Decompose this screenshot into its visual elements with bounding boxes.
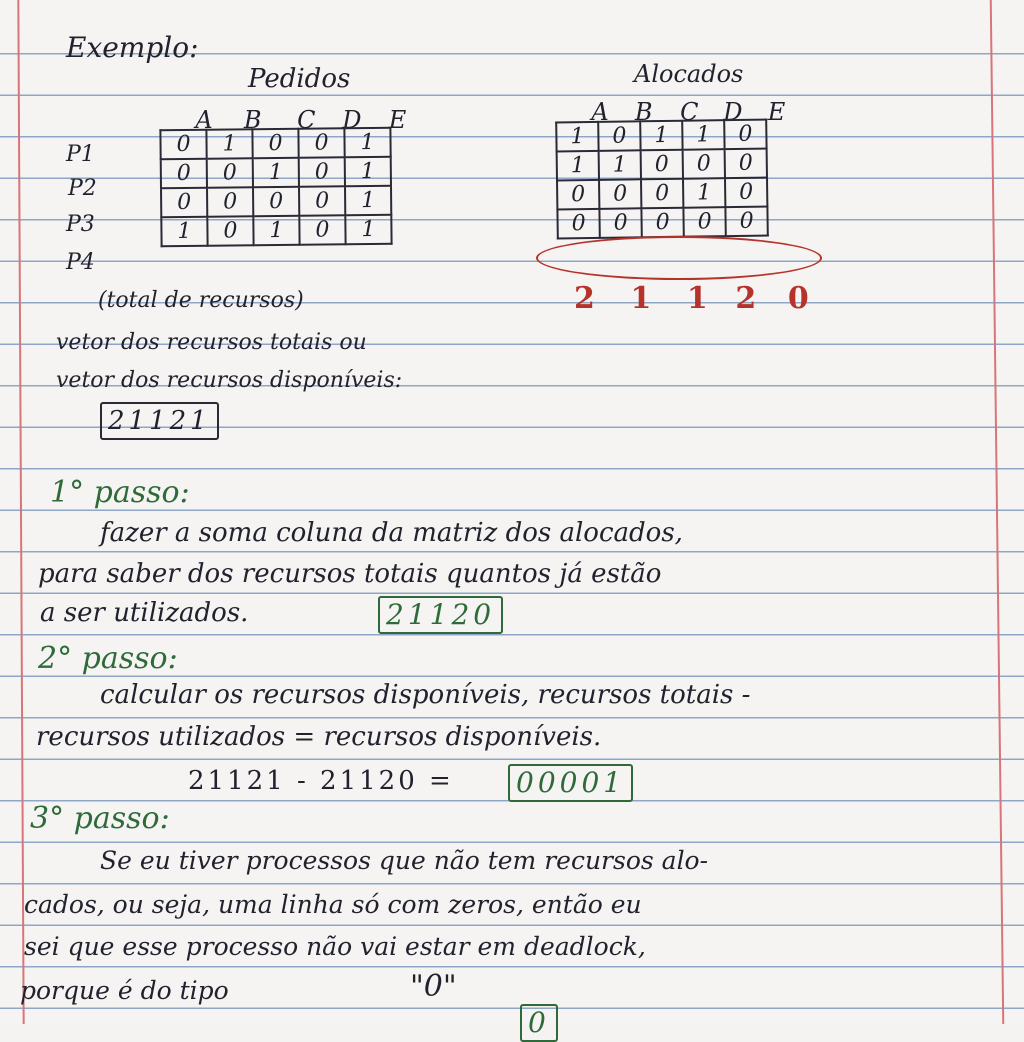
step3-line2: cados, ou seja, uma linha só com zeros, então eu	[24, 890, 642, 919]
matrix-cell: 0	[725, 207, 767, 237]
matrix-cell: 1	[557, 151, 599, 181]
table-row	[160, 128, 390, 159]
right-margin-line	[990, 0, 1005, 1024]
matrix-cell: 0	[299, 186, 345, 215]
step2-line2: recursos utilizados = recursos disponíveis.	[36, 722, 602, 752]
vector-note-line1: vetor dos recursos totais ou	[56, 330, 367, 355]
table-row	[557, 149, 767, 181]
matrix-cell: 0	[683, 149, 725, 179]
left-margin-line	[17, 0, 24, 1024]
matrix-cell: 1	[556, 122, 598, 152]
allocated-title: Alocados	[634, 60, 744, 88]
matrix-cell: 1	[345, 157, 391, 186]
zero-row-highlight	[536, 236, 822, 280]
step2-equation: 21121 - 21120 =	[188, 766, 454, 796]
column-header: E	[388, 106, 407, 134]
column-header: C	[297, 106, 316, 134]
table-row	[161, 215, 391, 246]
row-label: P3	[66, 212, 95, 237]
step3-line1: Se eu tiver processos que não tem recursos alo-	[100, 846, 709, 875]
vector-note-line2: vetor dos recursos disponíveis:	[56, 368, 403, 393]
matrix-cell: 0	[557, 180, 599, 210]
step3-partial-box: 0	[520, 1004, 558, 1042]
matrix-cell: 1	[253, 216, 299, 245]
allocated-matrix	[555, 119, 769, 240]
step3-title: 3° passo:	[30, 801, 170, 836]
matrix-cell: 1	[345, 186, 391, 215]
matrix-cell: 0	[599, 208, 641, 238]
matrix-cell: 0	[161, 188, 207, 217]
matrix-cell: 0	[725, 149, 767, 179]
step3-line3: sei que esse processo não vai estar em deadlock,	[24, 932, 646, 961]
table-row	[556, 120, 766, 152]
matrix-cell: 0	[207, 158, 253, 187]
step1-title: 1° passo:	[50, 475, 190, 510]
matrix-cell: 1	[682, 120, 724, 150]
total-vector-box: 21121	[100, 402, 219, 440]
matrix-cell: 0	[252, 129, 298, 158]
row-label: P4	[66, 250, 95, 275]
step1-line3: a ser utilizados.	[40, 598, 249, 628]
column-header: A	[195, 106, 213, 134]
matrix-cell: 0	[641, 150, 683, 180]
step1-line1: fazer a soma coluna da matriz dos alocados,	[100, 518, 683, 548]
column-sum: 1	[686, 281, 708, 316]
matrix-cell: 0	[683, 207, 725, 237]
matrix-cell: 0	[299, 215, 345, 244]
matrix-cell: 0	[598, 121, 640, 151]
step3-line4: porque é do tipo	[20, 976, 229, 1005]
matrix-cell: 0	[253, 187, 299, 216]
matrix-cell: 1	[683, 178, 725, 208]
matrix-cell: 0	[557, 209, 599, 239]
matrix-cell: 0	[161, 159, 207, 188]
column-sum: 2	[735, 281, 757, 316]
row-label: P2	[68, 176, 97, 201]
column-header: D	[723, 98, 743, 126]
matrix-cell: 0	[599, 179, 641, 209]
step1-line2: para saber dos recursos totais quantos já estão	[38, 559, 662, 589]
step2-result-box: 00001	[508, 764, 633, 802]
step2-title: 2° passo:	[38, 641, 178, 676]
column-header: B	[243, 106, 262, 134]
matrix-cell: 1	[161, 217, 207, 246]
table-row	[557, 207, 767, 239]
step1-result-box: 21120	[378, 596, 503, 634]
row-label: P1	[66, 142, 95, 167]
column-header: E	[767, 98, 786, 126]
type-zero-symbol: "0"	[410, 969, 457, 1004]
matrix-cell: 1	[345, 215, 391, 244]
matrix-cell: 1	[640, 121, 682, 151]
column-header: D	[342, 106, 362, 134]
table-row	[557, 178, 767, 210]
column-header: B	[634, 98, 653, 126]
matrix-cell: 0	[298, 128, 344, 157]
matrix-cell: 1	[599, 150, 641, 180]
column-header: C	[680, 98, 699, 126]
matrix-cell: 0	[725, 178, 767, 208]
matrix-cell: 1	[253, 158, 299, 187]
column-sum: 2	[574, 281, 595, 316]
total-resources-note: (total de recursos)	[98, 288, 304, 313]
table-row	[161, 186, 391, 217]
matrix-cell: 0	[160, 130, 206, 159]
matrix-cell: 1	[344, 128, 390, 157]
column-header: A	[591, 98, 609, 126]
table-row	[161, 157, 391, 188]
requested-title: Pedidos	[248, 64, 351, 94]
column-sum: 1	[630, 281, 652, 316]
matrix-cell: 0	[641, 179, 683, 209]
example-title: Exemplo:	[66, 31, 199, 64]
requested-matrix	[159, 127, 392, 247]
column-sum: 0	[787, 281, 809, 316]
column-sums	[574, 281, 828, 316]
matrix-cell: 1	[206, 129, 252, 158]
matrix-cell: 0	[207, 187, 253, 216]
matrix-cell: 0	[724, 120, 766, 150]
step2-line1: calcular os recursos disponíveis, recursos totais -	[100, 680, 751, 710]
matrix-cell: 0	[299, 157, 345, 186]
matrix-cell: 0	[207, 216, 253, 245]
matrix-cell: 0	[641, 208, 683, 238]
